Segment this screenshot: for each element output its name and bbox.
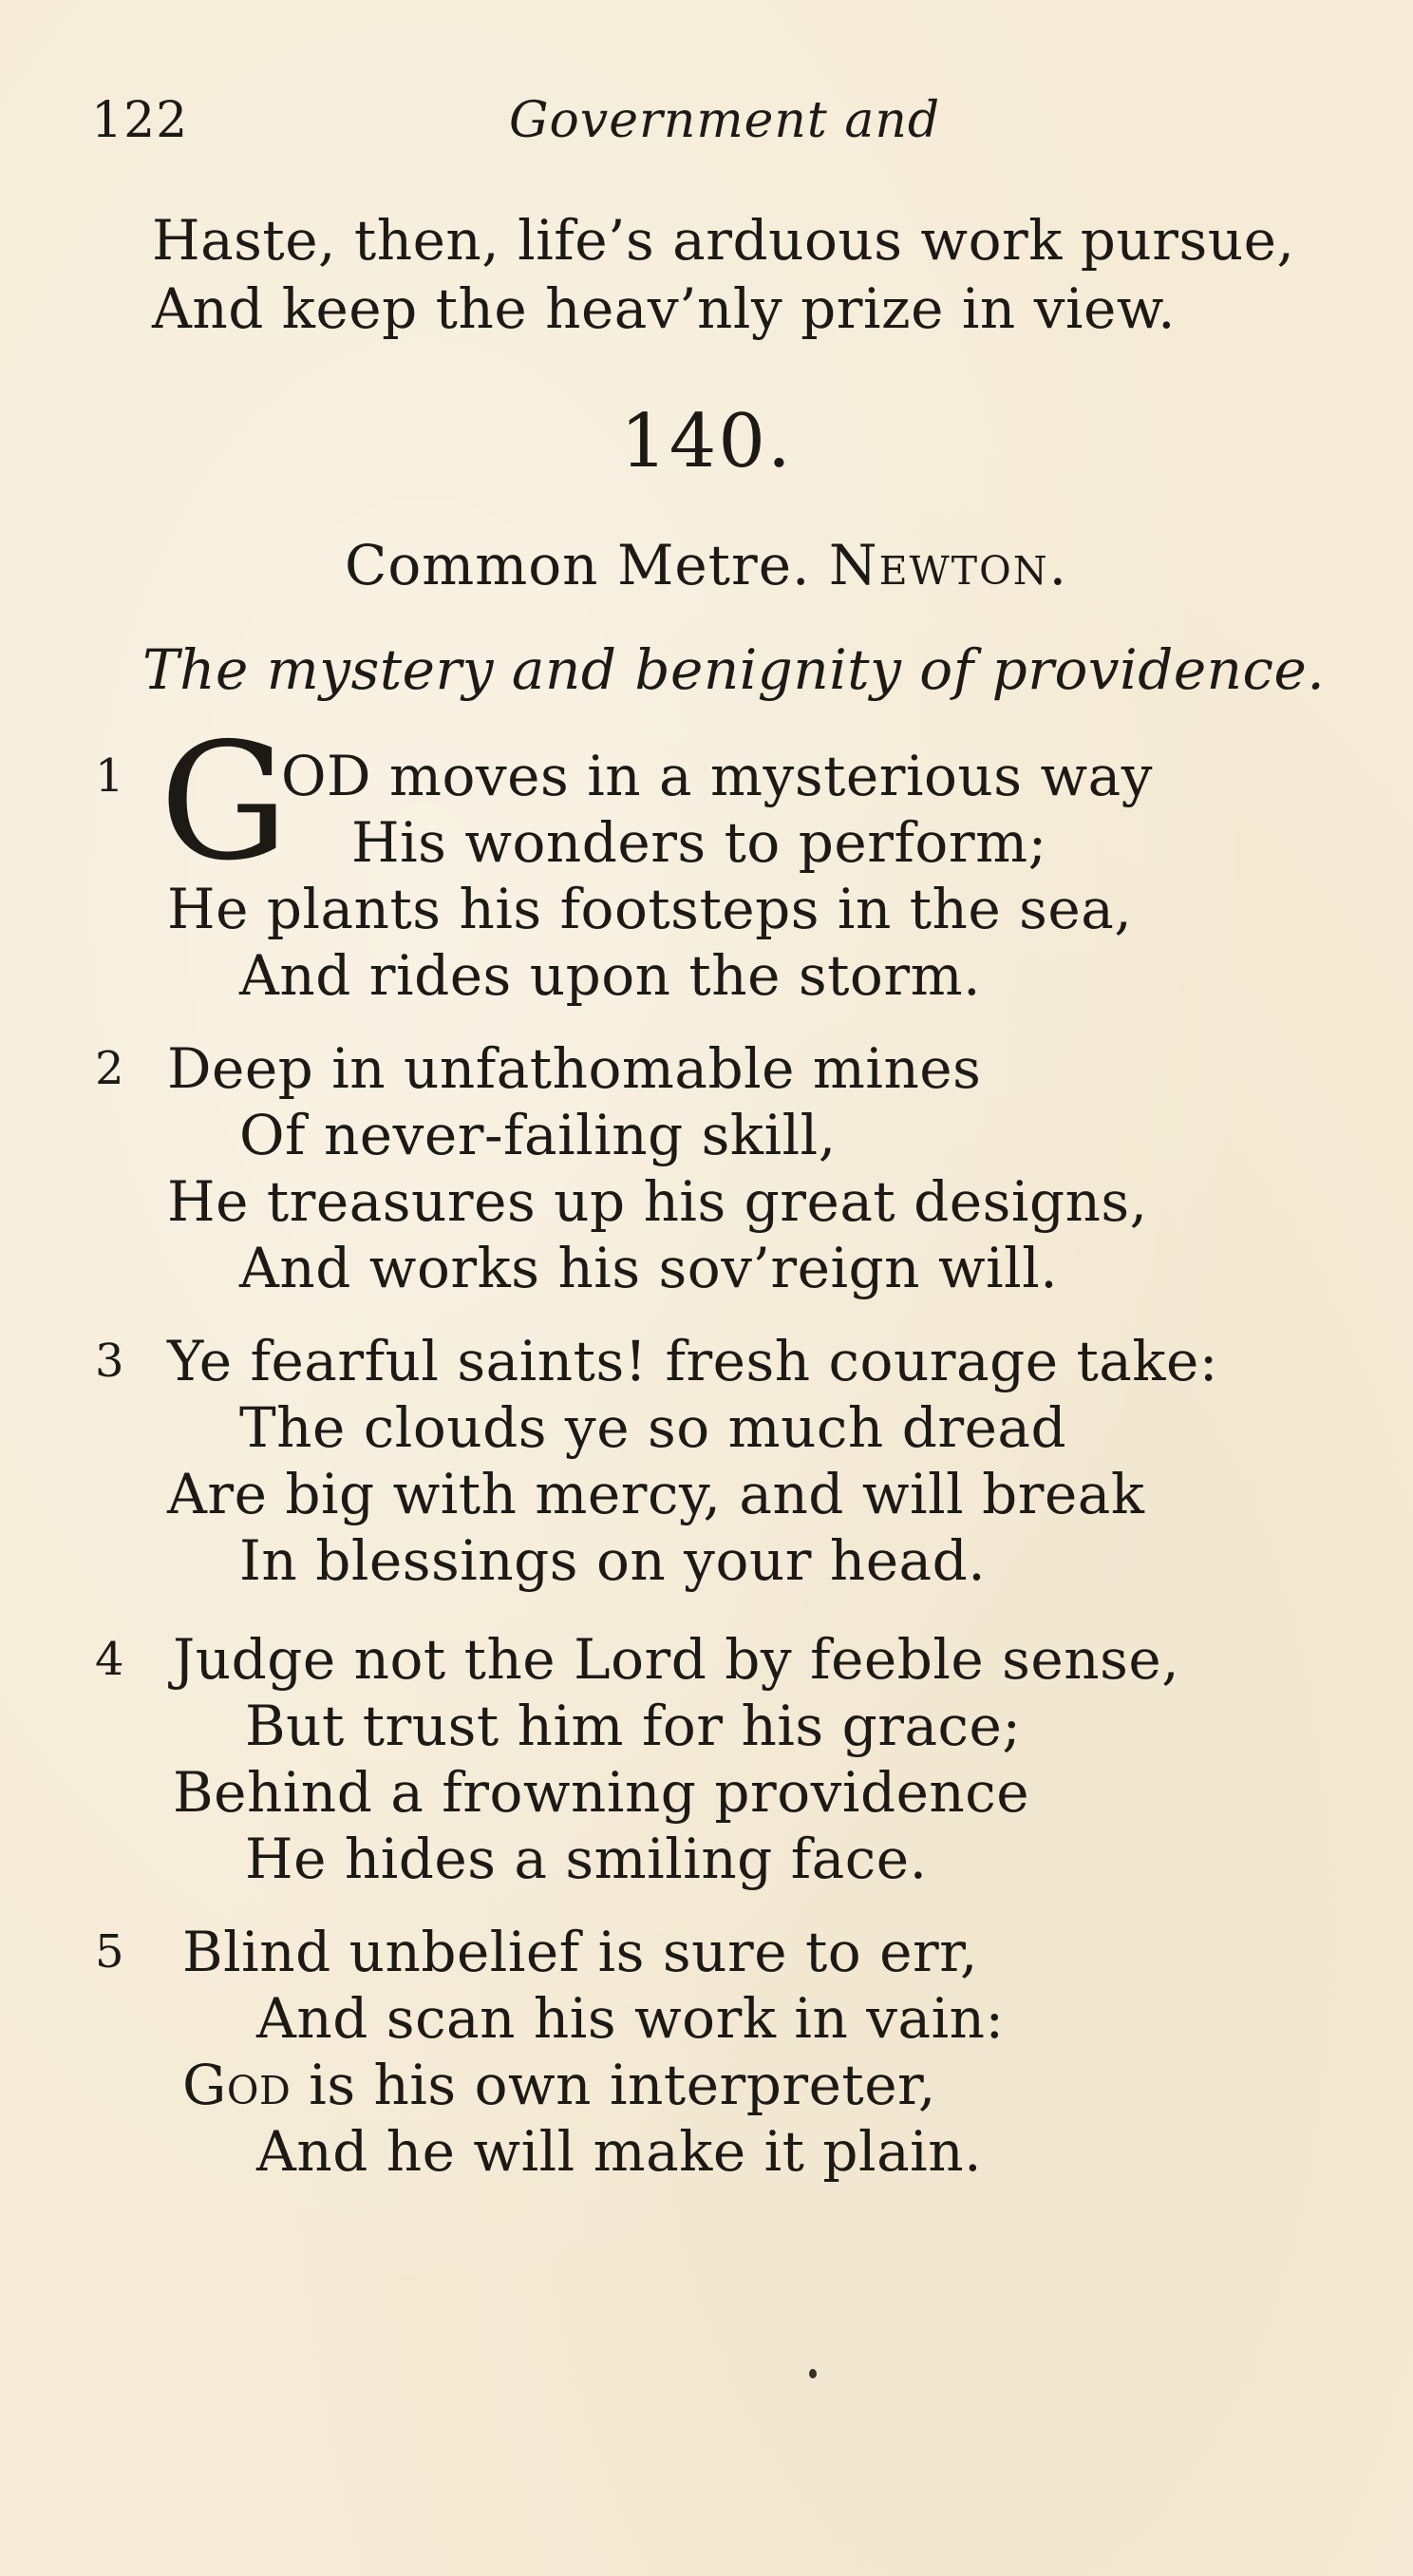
carryover-line-1: Haste, then, life’s arduous work pursue, [152,208,1295,273]
verse-number: 5 [95,1925,124,1979]
verse-number: 3 [95,1335,124,1388]
verse-line: He plants his footsteps in the sea, [167,877,1133,941]
verse-line: Behind a frowning providence [173,1760,1030,1825]
ink-speck [809,2369,817,2378]
verse-line: The clouds ye so much dread [239,1395,1067,1460]
verse-line: His wonders to perform; [351,810,1047,875]
verse-line: Blind unbelief is sure to err, [182,1920,978,1984]
drop-cap: G [160,709,289,897]
smallcaps-word: God [182,2053,292,2117]
verse-line: Ye fearful saints! fresh courage take: [167,1329,1218,1393]
hymn-subject: The mystery and benignity of providence. [142,637,1326,702]
page-header [91,87,1326,154]
verse-line: In blessings on your head. [239,1528,987,1593]
verse-line: He hides a smiling face. [245,1827,928,1891]
verse-line: OD moves in a mysterious way [281,744,1153,808]
verse-line: Judge not the Lord by feeble sense, [173,1627,1180,1692]
carryover-line-2: And keep the heav’nly prize in view. [152,276,1177,341]
running-head: Government and [509,92,941,149]
verse-line: He treasures up his great designs, [167,1169,1148,1234]
hymn-meter-line [0,532,1413,598]
verse-number: 2 [95,1042,124,1095]
verse-line: Deep in unfathomable mines [167,1036,982,1101]
page-number: 122 [91,92,189,149]
verse-line-rest: is his own interpreter, [291,2053,936,2117]
verse-line: And rides upon the storm. [239,943,981,1008]
hymn-author: Newton. [828,533,1069,597]
verse-line: And works his sov’reign will. [239,1236,1059,1300]
verse-line: And he will make it plain. [256,2119,983,2184]
verse-line [182,2052,936,2118]
verse-line: But trust him for his grace; [245,1694,1022,1758]
verse-number: 1 [95,749,124,803]
verse-line: And scan his work in vain: [256,1986,1005,2051]
verse-line: Of never-failing skill, [239,1103,837,1167]
hymn-number: 140. [620,399,793,484]
hymn-meter: Common Metre. [344,533,811,597]
verse-number: 4 [95,1633,124,1686]
verse-line: Are big with mercy, and will break [167,1462,1145,1526]
